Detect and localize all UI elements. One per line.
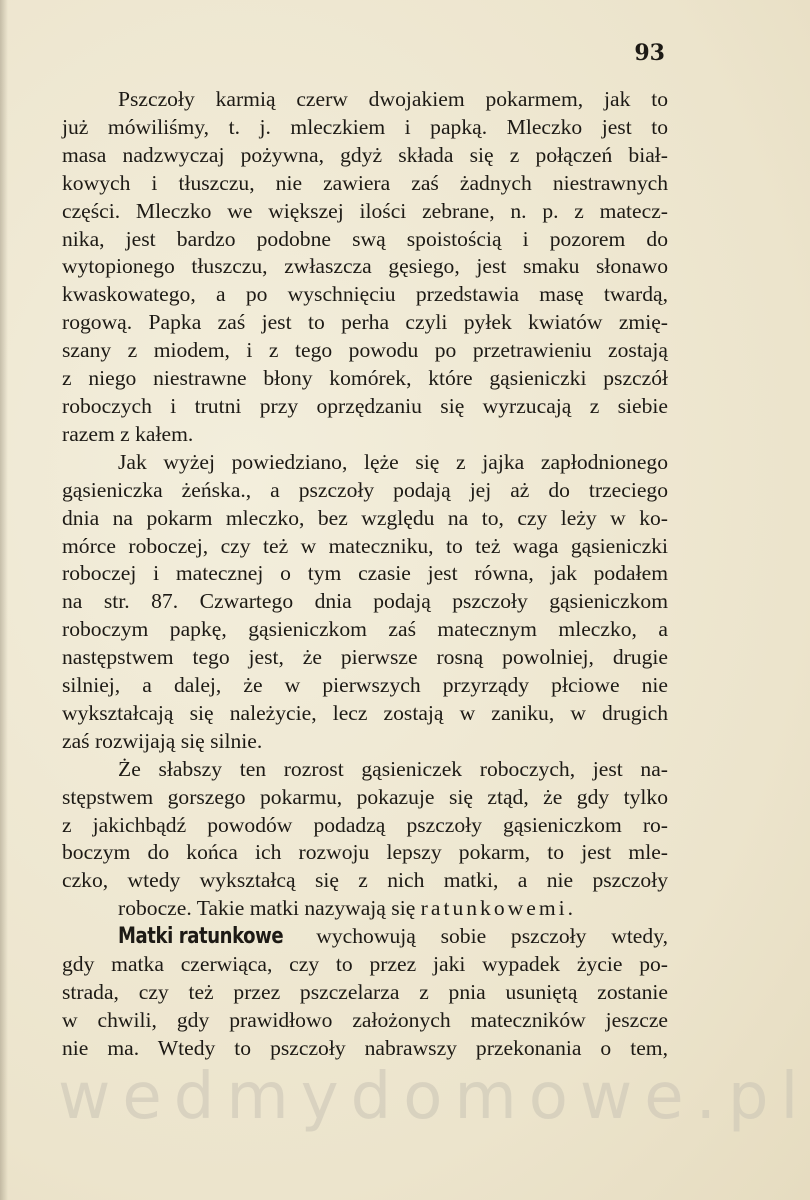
text-line: nika, jest bardzo podobne swą spoistością i pozorem do <box>62 226 668 251</box>
text-line: boczym do końca ich rozwoju lepszy pokarm, to jest mle- <box>62 840 668 865</box>
text-line: roboczych i trutni przy oprzędzaniu się wyrzucają z siebie <box>62 393 668 418</box>
bold-heading-inline: Matki ratunkowe <box>118 924 284 950</box>
text-line: rogową. Papka zaś jest to perha czyli pyłek kwiatów zmię- <box>62 310 668 335</box>
text-line: wytopionego tłuszczu, zwłaszcza gęsiego, jest smaku słonawo <box>62 254 668 279</box>
text-line: czko, wtedy wykształcą się z nich matki, a nie pszczoły <box>62 868 668 893</box>
text-line: stępstwem gorszego pokarmu, pokazuje się ztąd, że gdy tylko <box>62 784 668 809</box>
text-line: strada, czy też przez pszczelarza z pnia usuniętą zostanie <box>62 980 668 1004</box>
text-line: w chwili, gdy prawidłowo założonych mateczników jeszcze <box>62 1007 668 1032</box>
text-line: masa nadzwyczaj pożywna, gdyż składa się z połączeń biał- <box>62 142 668 167</box>
text-line: gąsieniczka żeńska., a pszczoły podają jej aż do trzeciego <box>62 477 668 502</box>
text-line: wykształcają się należycie, lecz zostają w zaniku, w drugich <box>62 700 668 725</box>
text-line: z niego niestrawne błony komórek, które gąsieniczki pszczół <box>62 366 668 391</box>
text-line: z jakichbądź powodów podadzą pszczoły gąsieniczkom ro- <box>62 812 668 837</box>
page-edge-shadow <box>0 0 8 1200</box>
page-number: 93 <box>634 40 665 66</box>
text-line: szany z miodem, i z tego powodu po przetrawieniu zostają <box>62 338 668 363</box>
text-line: Jak wyżej powiedziano, lęże się z jajka zapłodnionego <box>118 449 668 474</box>
text-line: robocze. Takie matki nazywają się ratunkowemi. <box>118 896 577 921</box>
text-line: roboczym papkę, gąsieniczkom zaś matecznym mleczko, a <box>62 617 668 642</box>
body-text <box>62 86 668 1063</box>
text-line: mórce roboczej, czy też w mateczniku, to też waga gąsieniczki <box>62 533 668 558</box>
text-line: dnia na pokarm mleczko, bez względu na to, czy leży w ko- <box>62 505 668 530</box>
text-line: gdy matka czerwiąca, czy to przez jaki wypadek życie po- <box>62 952 668 977</box>
text-line: Matki ratunkowe wychowują sobie pszczoły wtedy, <box>118 924 668 950</box>
text-line: roboczej i matecznej o tym czasie jest równa, jak podałem <box>62 561 668 586</box>
watermark: wedmydomowe.pl <box>58 1060 810 1134</box>
paragraph-lines <box>62 86 668 895</box>
text-line: kowych i tłuszczu, nie zawiera zaś żadnych niestrawnych <box>62 170 668 195</box>
text-line: następstwem tego jest, że pierwsze rosną powolniej, drugie <box>62 645 668 670</box>
text-line: Pszczoły karmią czerw dwojakiem pokarmem, jak to <box>118 87 668 111</box>
text-line: części. Mleczko we większej ilości zebrane, n. p. z matecz- <box>62 198 668 223</box>
text-line: nie ma. Wtedy to pszczoły nabrawszy przekonania o tem, <box>62 1035 668 1060</box>
text-line: zaś rozwijają się silnie. <box>62 728 263 753</box>
text-line: na str. 87. Czwartego dnia podają pszczoły gąsieniczkom <box>62 589 668 614</box>
text-line: już mówiliśmy, t. j. mleczkiem i papką. Mleczko jest to <box>62 114 668 139</box>
text-line: Że słabszy ten rozrost gąsieniczek roboczych, jest na- <box>118 756 668 781</box>
text-line: razem z kałem. <box>62 421 194 446</box>
text-line: kwaskowatego, a po wyschnięciu przedstawia masę twardą, <box>62 282 668 307</box>
text-line: silniej, a dalej, że w pierwszych przyrządy płciowe nie <box>62 673 668 698</box>
